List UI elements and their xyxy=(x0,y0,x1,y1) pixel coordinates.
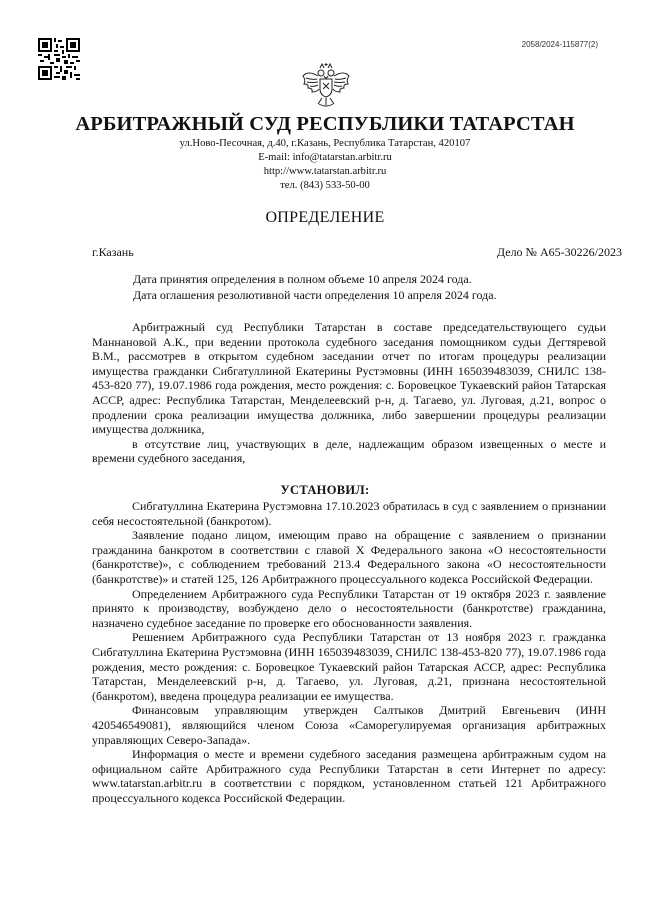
intro-paragraph: Арбитражный суд Республики Татарстан в составе председательствующего судьи Маннановой А.К., при ведении протокола судебного заседания помощником судьи Дегтяревой В.М., рассмотрев в открытом судебном заседании отчет по итогам процедуры реализации имущества гражданки Сибгатуллиной Екатерины Рустэмовны (ИНН 165039483039, СНИЛС 138-453-820 77), 19.07.1986 года рождения, место рождения: с. Боровецкое Тукаевский район Татарская АССР, адрес: Республика Татарстан, Менделеевский р-н, д. Тагаево, ул. Луговая, д.21, вопрос о продлении срока реализации имущества должника, либо завершении процедуры реализации имущества должника, xyxy=(92,320,606,437)
qr-code-icon xyxy=(38,38,80,80)
court-website: http://www.tatarstan.arbitr.ru xyxy=(263,166,387,177)
body-paragraph: Информация о месте и времени судебного заседания размещена арбитражным судом на официальном сайте Арбитражного суда Республики Татарстан в сети Интернет по адресу: www.tatarstan.arbitr.ru в соответствии с порядком, установленном статьей 121 Арбитражного процессуального кодекса Российской Федерации. xyxy=(92,747,606,805)
body-paragraph: Финансовым управляющим утвержден Салтыков Дмитрий Евгеньевич (ИНН 420546549081), являющийся членом Союза «Саморегулируемая организация арбитражных управляющих Северо-Запада». xyxy=(92,703,606,747)
coat-of-arms-icon xyxy=(300,62,352,110)
document-number: 2058/2024-115877(2) xyxy=(521,40,598,49)
section-heading: УСТАНОВИЛ: xyxy=(280,483,370,497)
body-paragraph: Заявление подано лицом, имеющим право на обращение с заявлением о признании гражданина банкротом в соответствии с главой X Федерального закона «О несостоятельности (банкротстве)», с соблюдением требований 213.4 Федерального закона «О несостоятельности (банкротстве)» и статей 125, 126 Арбитражного процессуального кодекса Российской Федерации. xyxy=(92,528,606,586)
court-email: E-mail: info@tatarstan.arbitr.ru xyxy=(258,152,392,163)
dates-block xyxy=(133,271,497,303)
city: г.Казань xyxy=(92,245,134,259)
established-section xyxy=(92,499,606,805)
body-paragraph: Решением Арбитражного суда Республики Татарстан от 13 ноября 2023 г. гражданка Сибгатуллина Екатерина Рустэмовна (ИНН 165039483039, СНИЛС 138-453-820 77), 19.07.1986 года рождения, место рождения: с. Боровецкое Тукаевский район Татарская АССР, адрес: Республика Татарстан, Менделеевский р-н, д. Тагаево, ул. Луговая, д.21, признана несостоятельной (банкротом), введена процедура реализации ее имущества. xyxy=(92,630,606,703)
court-phone: тел. (843) 533-50-00 xyxy=(280,180,370,191)
intro-section xyxy=(92,320,606,466)
date-full-decision: Дата принятия определения в полном объеме 10 апреля 2024 года. xyxy=(133,272,472,286)
document-title: ОПРЕДЕЛЕНИЕ xyxy=(265,209,385,226)
body-paragraph: Сибгатуллина Екатерина Рустэмовна 17.10.2023 обратилась в суд с заявлением о признании себя несостоятельной (банкротом). xyxy=(92,499,606,528)
court-address: ул.Ново-Песочная, д.40, г.Казань, Республика Татарстан, 420107 xyxy=(179,138,471,149)
intro-paragraph: в отсутствие лиц, участвующих в деле, надлежащим образом извещенных о месте и времени судебного заседания, xyxy=(92,436,606,466)
case-number: Дело № А65-30226/2023 xyxy=(496,245,622,259)
body-paragraph: Определением Арбитражного суда Республики Татарстан от 19 октября 2023 г. заявление принято к производству, возбуждено дело о несостоятельности (банкротстве) гражданина, назначено судебное заседание по проверке его обоснованности заявления. xyxy=(92,586,606,630)
court-name: АРБИТРАЖНЫЙ СУД РЕСПУБЛИКИ ТАТАРСТАН xyxy=(75,113,575,135)
date-operative-part: Дата оглашения резолютивной части определения 10 апреля 2024 года. xyxy=(133,288,497,302)
